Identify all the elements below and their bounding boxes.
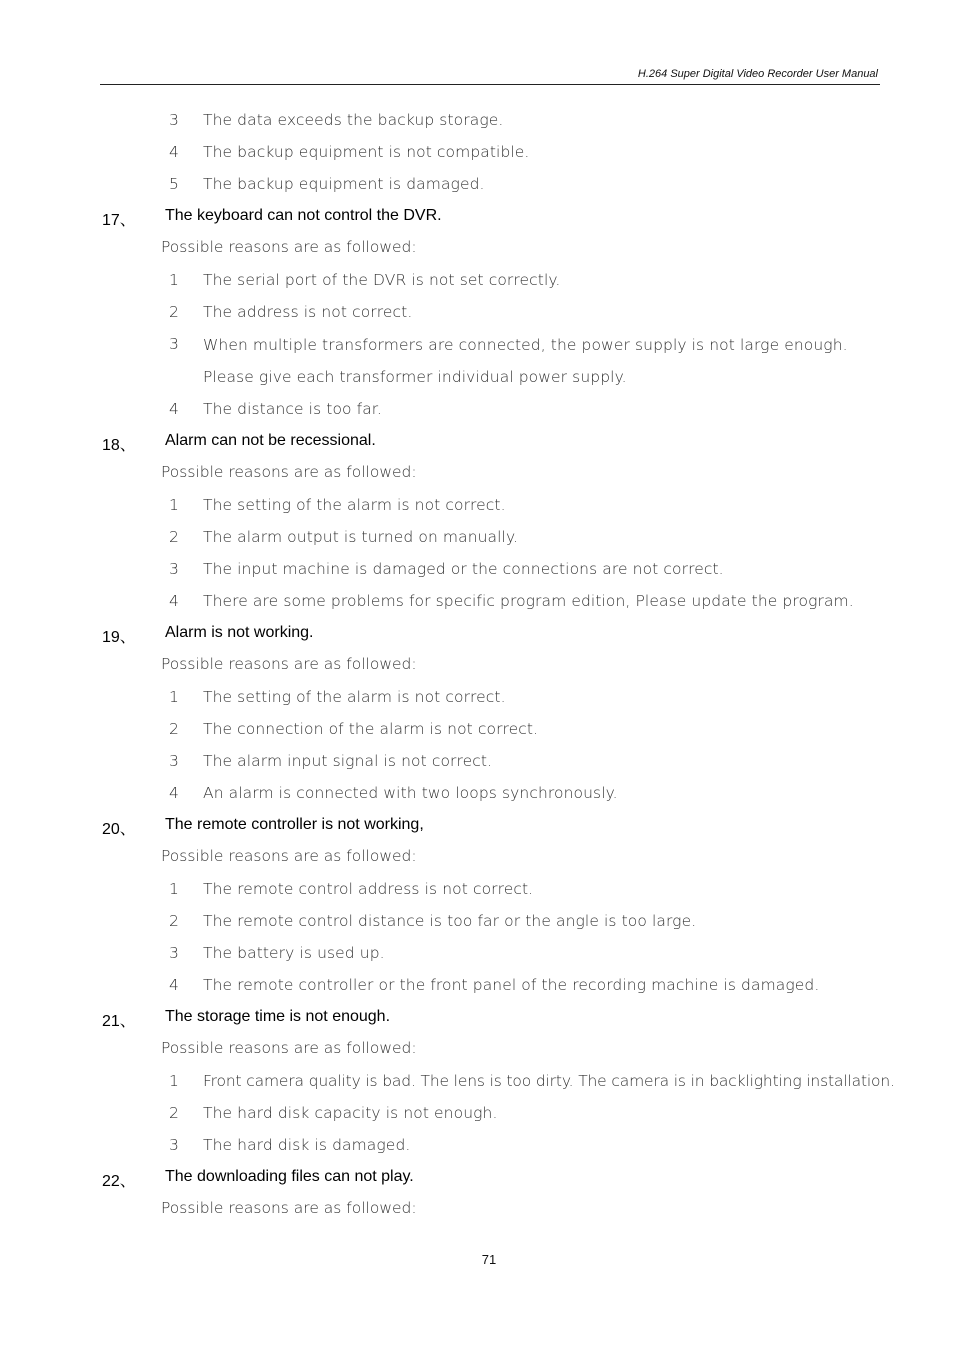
- list-item: [0, 938, 954, 970]
- item-text: The data exceeds the backup storage.: [203, 111, 504, 129]
- reasons-label: Possible reasons are as followed:: [161, 655, 417, 673]
- item-text: The remote controller or the front panel of the recording machine is damaged.: [203, 976, 820, 994]
- item-text: An alarm is connected with two loops synchronously.: [203, 784, 618, 802]
- item-text: The alarm input signal is not correct.: [203, 752, 493, 770]
- item-number: 4: [169, 143, 179, 161]
- section-heading: [0, 201, 954, 233]
- section-number: 21、: [102, 1013, 136, 1030]
- list-item: [0, 1066, 954, 1098]
- item-number: 3: [169, 944, 179, 962]
- reasons-label: Possible reasons are as followed:: [161, 1199, 417, 1217]
- section-heading: [0, 810, 954, 842]
- item-text: Front camera quality is bad. The lens is too dirty. The camera is in backlighting installation.: [203, 1072, 895, 1090]
- section-title: Alarm is not working.: [165, 624, 314, 641]
- item-text: The connection of the alarm is not correct.: [203, 720, 539, 738]
- item-text: The battery is used up.: [203, 944, 385, 962]
- reasons-label: Possible reasons are as followed:: [161, 238, 417, 256]
- header-title: H.264 Super Digital Video Recorder User Manual: [637, 68, 878, 80]
- list-item: [0, 137, 954, 169]
- list-item: [0, 169, 954, 201]
- item-number: 1: [169, 271, 179, 289]
- section-heading: [0, 618, 954, 650]
- item-text: The setting of the alarm is not correct.: [203, 496, 506, 514]
- section-title: The downloading files can not play.: [165, 1168, 414, 1185]
- header-divider: [100, 84, 880, 85]
- list-item: [0, 746, 954, 778]
- list-item: [0, 265, 954, 297]
- list-item: [0, 394, 954, 426]
- section-title: The storage time is not enough.: [165, 1008, 391, 1025]
- item-text: The input machine is damaged or the connections are not correct.: [203, 560, 724, 578]
- item-number: 3: [169, 752, 179, 770]
- item-text: The address is not correct.: [203, 303, 413, 321]
- item-number: 3: [169, 335, 179, 353]
- item-text: The backup equipment is damaged.: [203, 175, 485, 193]
- list-item: [0, 329, 954, 394]
- item-number: 2: [169, 1104, 179, 1122]
- item-number: 3: [169, 560, 179, 578]
- section-heading: [0, 1002, 954, 1034]
- troubleshooting-content: [0, 105, 954, 1226]
- list-item: [0, 714, 954, 746]
- list-item: [0, 522, 954, 554]
- section-number: 22、: [102, 1173, 136, 1190]
- item-number: 5: [169, 175, 179, 193]
- item-number: 1: [169, 1072, 179, 1090]
- item-number: 3: [169, 111, 179, 129]
- item-text: The distance is too far.: [203, 400, 382, 418]
- list-item: [0, 874, 954, 906]
- item-number: 2: [169, 528, 179, 546]
- section-number: 17、: [102, 212, 136, 229]
- item-text: The serial port of the DVR is not set correctly.: [203, 271, 561, 289]
- section-heading: [0, 1162, 954, 1194]
- reasons-label: Possible reasons are as followed:: [161, 463, 417, 481]
- reasons-label: Possible reasons are as followed:: [161, 1039, 417, 1057]
- list-item: [0, 554, 954, 586]
- item-number: 4: [169, 400, 179, 418]
- item-text: The backup equipment is not compatible.: [203, 143, 530, 161]
- item-text: The remote control address is not correct.: [203, 880, 534, 898]
- item-number: 2: [169, 912, 179, 930]
- item-text: The remote control distance is too far or the angle is too large.: [203, 912, 697, 930]
- list-item: [0, 1098, 954, 1130]
- list-item: [0, 970, 954, 1002]
- item-text: There are some problems for specific program edition, Please update the program.: [203, 592, 854, 610]
- item-number: 4: [169, 976, 179, 994]
- list-item: [0, 682, 954, 714]
- section-heading: [0, 426, 954, 458]
- item-number: 4: [169, 592, 179, 610]
- list-item: [0, 906, 954, 938]
- item-text: The setting of the alarm is not correct.: [203, 688, 506, 706]
- item-number: 2: [169, 303, 179, 321]
- item-text: The hard disk is damaged.: [203, 1136, 411, 1154]
- list-item: [0, 586, 954, 618]
- list-item: [0, 297, 954, 329]
- list-item: [0, 490, 954, 522]
- item-number: 4: [169, 784, 179, 802]
- item-number: 2: [169, 720, 179, 738]
- item-number: 3: [169, 1136, 179, 1154]
- section-title: Alarm can not be recessional.: [165, 432, 376, 449]
- list-item: [0, 778, 954, 810]
- list-item: [0, 1130, 954, 1162]
- section-title: The remote controller is not working,: [165, 816, 424, 833]
- section-number: 19、: [102, 629, 136, 646]
- list-item: [0, 105, 954, 137]
- item-number: 1: [169, 688, 179, 706]
- item-text: The alarm output is turned on manually.: [203, 528, 519, 546]
- page-number: 71: [481, 1252, 497, 1267]
- section-number: 18、: [102, 437, 136, 454]
- section-number: 20、: [102, 821, 136, 838]
- item-number: 1: [169, 496, 179, 514]
- item-text: When multiple transformers are connected, the power supply is not large enough. Please give each transformer individual power supply.: [203, 336, 848, 386]
- item-text: The hard disk capacity is not enough.: [203, 1104, 498, 1122]
- section-title: The keyboard can not control the DVR.: [165, 207, 442, 224]
- item-number: 1: [169, 880, 179, 898]
- reasons-label: Possible reasons are as followed:: [161, 847, 417, 865]
